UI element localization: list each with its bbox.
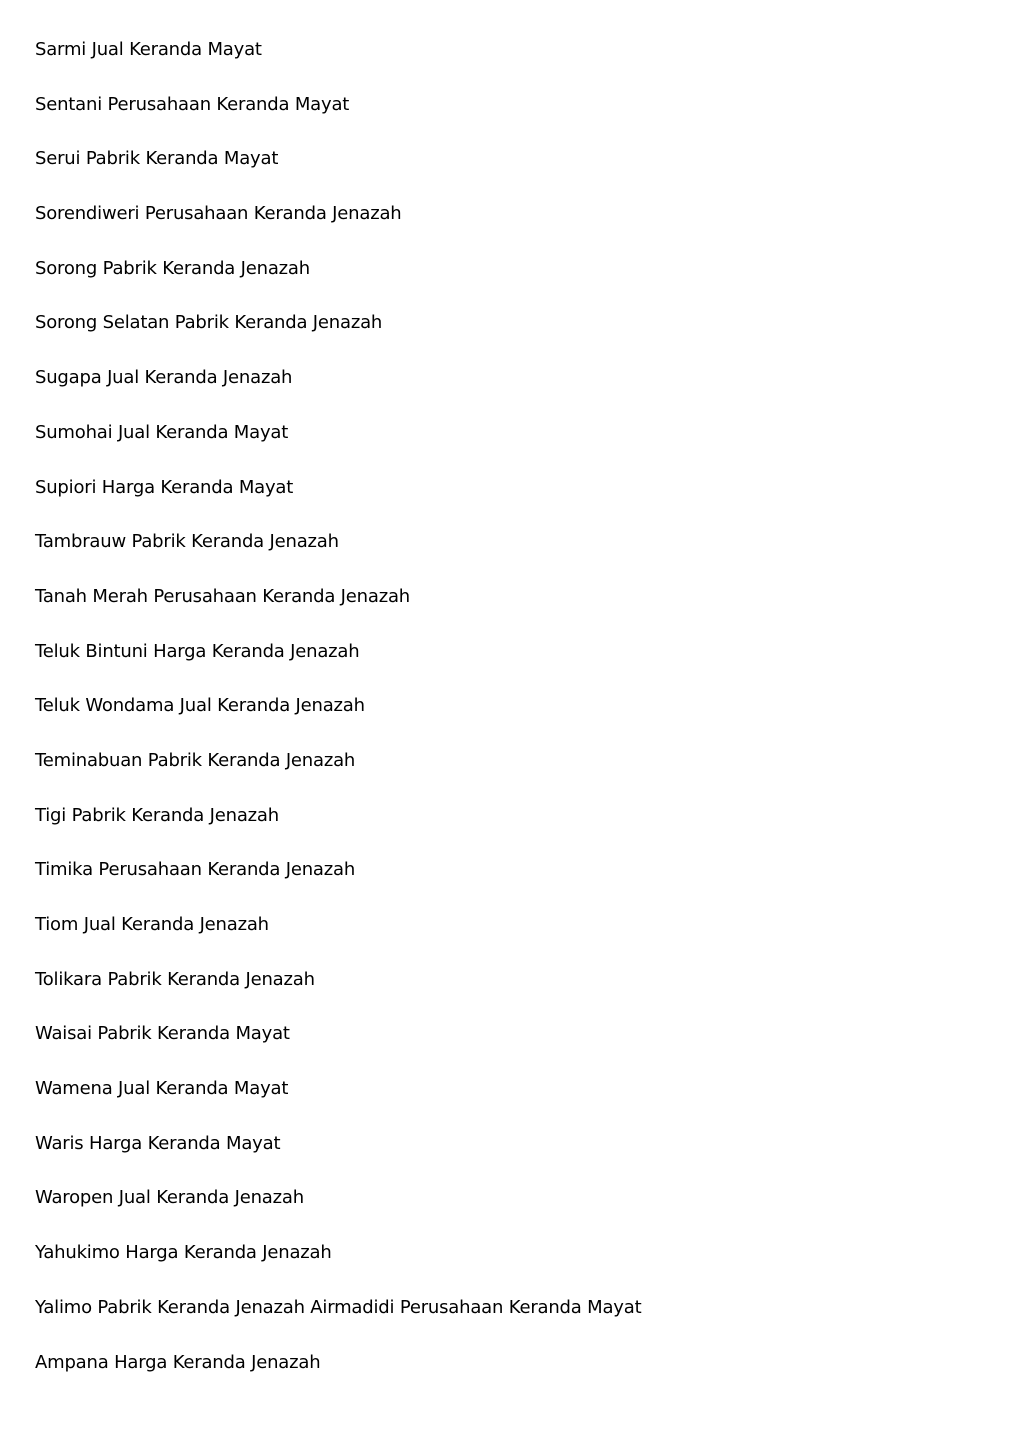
- text-line: Waris Harga Keranda Mayat: [35, 1132, 281, 1154]
- text-line: Sorendiweri Perusahaan Keranda Jenazah: [35, 203, 402, 225]
- text-line: Wamena Jual Keranda Mayat: [35, 1078, 289, 1100]
- text-line: Supiori Harga Keranda Mayat: [35, 476, 294, 498]
- text-line: Sarmi Jual Keranda Mayat: [35, 39, 262, 60]
- text-line: Tanah Merah Perusahaan Keranda Jenazah: [35, 585, 410, 607]
- text-line: Teluk Wondama Jual Keranda Jenazah: [35, 695, 365, 717]
- text-line: Tolikara Pabrik Keranda Jenazah: [35, 968, 315, 990]
- text-line: Ampana Harga Keranda Jenazah: [35, 1351, 321, 1373]
- text-line: Sentani Perusahaan Keranda Mayat: [35, 93, 350, 115]
- text-line: Yalimo Pabrik Keranda Jenazah Airmadidi Perusahaan Keranda Mayat: [35, 1296, 642, 1318]
- text-line: Waisai Pabrik Keranda Mayat: [35, 1023, 290, 1045]
- text-line: Teluk Bintuni Harga Keranda Jenazah: [35, 640, 360, 662]
- text-line-list: [35, 37, 641, 1404]
- text-line: Tiom Jual Keranda Jenazah: [35, 914, 269, 935]
- text-line: Tambrauw Pabrik Keranda Jenazah: [35, 531, 339, 553]
- text-line: Sumohai Jual Keranda Mayat: [35, 421, 289, 443]
- text-line: Waropen Jual Keranda Jenazah: [35, 1187, 304, 1209]
- text-line: Teminabuan Pabrik Keranda Jenazah: [35, 749, 356, 771]
- text-line: Sorong Selatan Pabrik Keranda Jenazah: [35, 312, 383, 334]
- text-line: Tigi Pabrik Keranda Jenazah: [35, 804, 279, 826]
- text-line: Yahukimo Harga Keranda Jenazah: [35, 1242, 332, 1264]
- text-line: Timika Perusahaan Keranda Jenazah: [35, 859, 356, 881]
- text-line: Sugapa Jual Keranda Jenazah: [35, 367, 293, 389]
- text-line: Serui Pabrik Keranda Mayat: [35, 148, 279, 170]
- text-line: Sorong Pabrik Keranda Jenazah: [35, 257, 310, 279]
